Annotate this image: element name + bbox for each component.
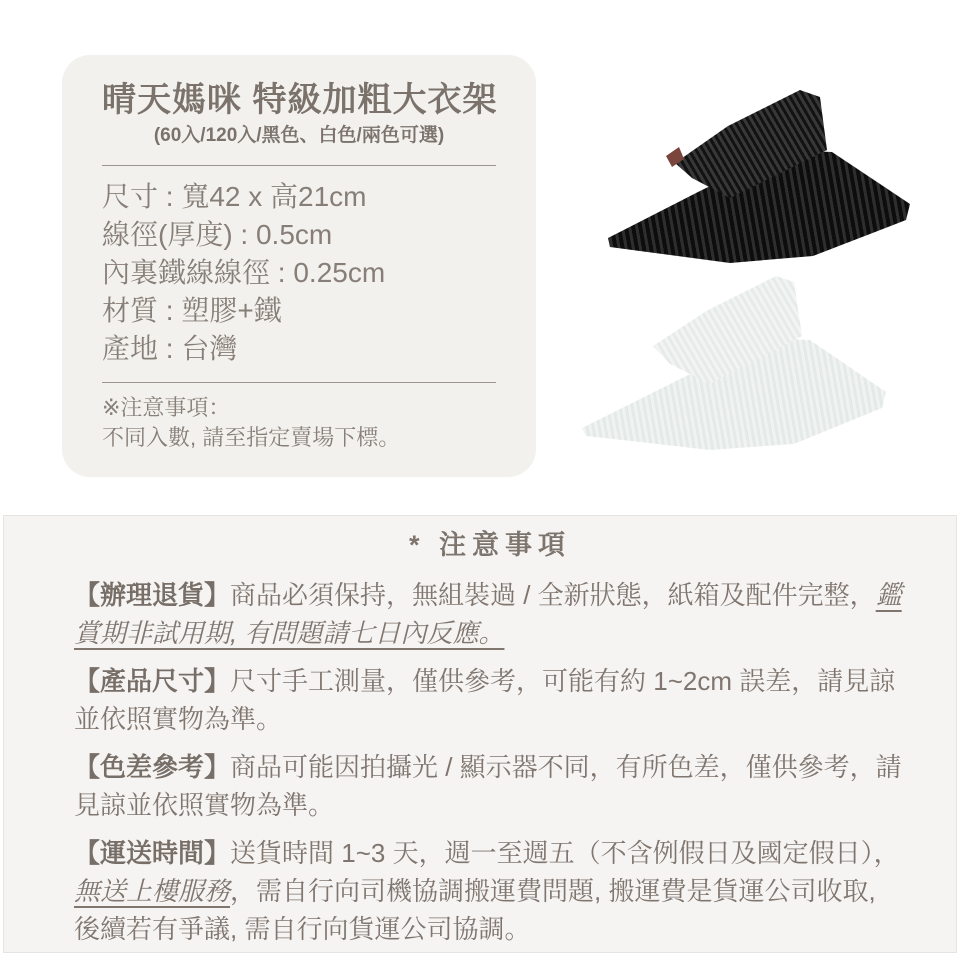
spec-material: 材質 : 塑膠+鐵 — [102, 295, 282, 326]
notice-item-dimensions — [74, 662, 906, 738]
spec-inner-wire-diameter: 內裏鐵線線徑 : 0.25cm — [102, 257, 386, 288]
card-divider-top — [102, 165, 496, 166]
card-note — [102, 393, 496, 453]
notice-title: * 注意事項 — [408, 530, 571, 560]
card-divider-bottom — [102, 382, 496, 383]
notice-emphasis-shipping: 無送上樓服務 — [74, 876, 231, 906]
notice-body2-shipping: ，需自行向司機協調搬運費問題, 搬運費是貨運公司收取, 後續若有爭議, 需自行向貨運公司協調。 — [74, 876, 876, 944]
spec-size: 尺寸 : 寬42 x 高21cm — [102, 181, 367, 212]
product-subtitle: (60入/120入/黑色、白色/兩色可選) — [153, 125, 445, 146]
notice-heading-returns: 【辦理退貨】 — [74, 580, 231, 610]
notice-body-returns: 商品必須保持，無組裝過 / 全新狀態，紙箱及配件完整， — [230, 580, 876, 610]
notice-heading-dimensions: 【產品尺寸】 — [74, 666, 231, 696]
card-note-body: 不同入數, 請至指定賣場下標。 — [102, 425, 401, 450]
notice-heading-shipping: 【運送時間】 — [74, 838, 231, 868]
notice-body-shipping: 送貨時間 1~3 天，週一至週五（不含例假日及國定假日）， — [230, 838, 900, 868]
notice-body-color: 商品可能因拍攝光 / 顯示器不同，有所色差，僅供參考，請見諒並依照實物為準。 — [74, 752, 902, 820]
notice-item-color — [74, 748, 906, 824]
product-info-card — [62, 55, 536, 477]
product-photo-white-hangers — [568, 266, 948, 466]
spec-list — [102, 178, 496, 368]
spec-wire-thickness: 線徑(厚度) : 0.5cm — [102, 219, 333, 250]
notice-emphasis-returns: 鑑賞期非試用期, 有問題請七日內反應。 — [74, 580, 902, 648]
spec-origin: 產地 : 台灣 — [102, 333, 238, 364]
notice-heading-color: 【色差參考】 — [74, 752, 231, 782]
notice-section — [3, 515, 957, 953]
card-note-title: ※注意事項： — [102, 395, 231, 420]
notice-body-dimensions: 尺寸手工測量，僅供參考，可能有約 1~2cm 誤差，請見諒並依照實物為準。 — [74, 666, 896, 734]
product-title: 晴天媽咪 特級加粗大衣架 — [102, 81, 498, 119]
notice-item-returns — [74, 576, 906, 652]
notice-item-shipping — [74, 834, 906, 948]
